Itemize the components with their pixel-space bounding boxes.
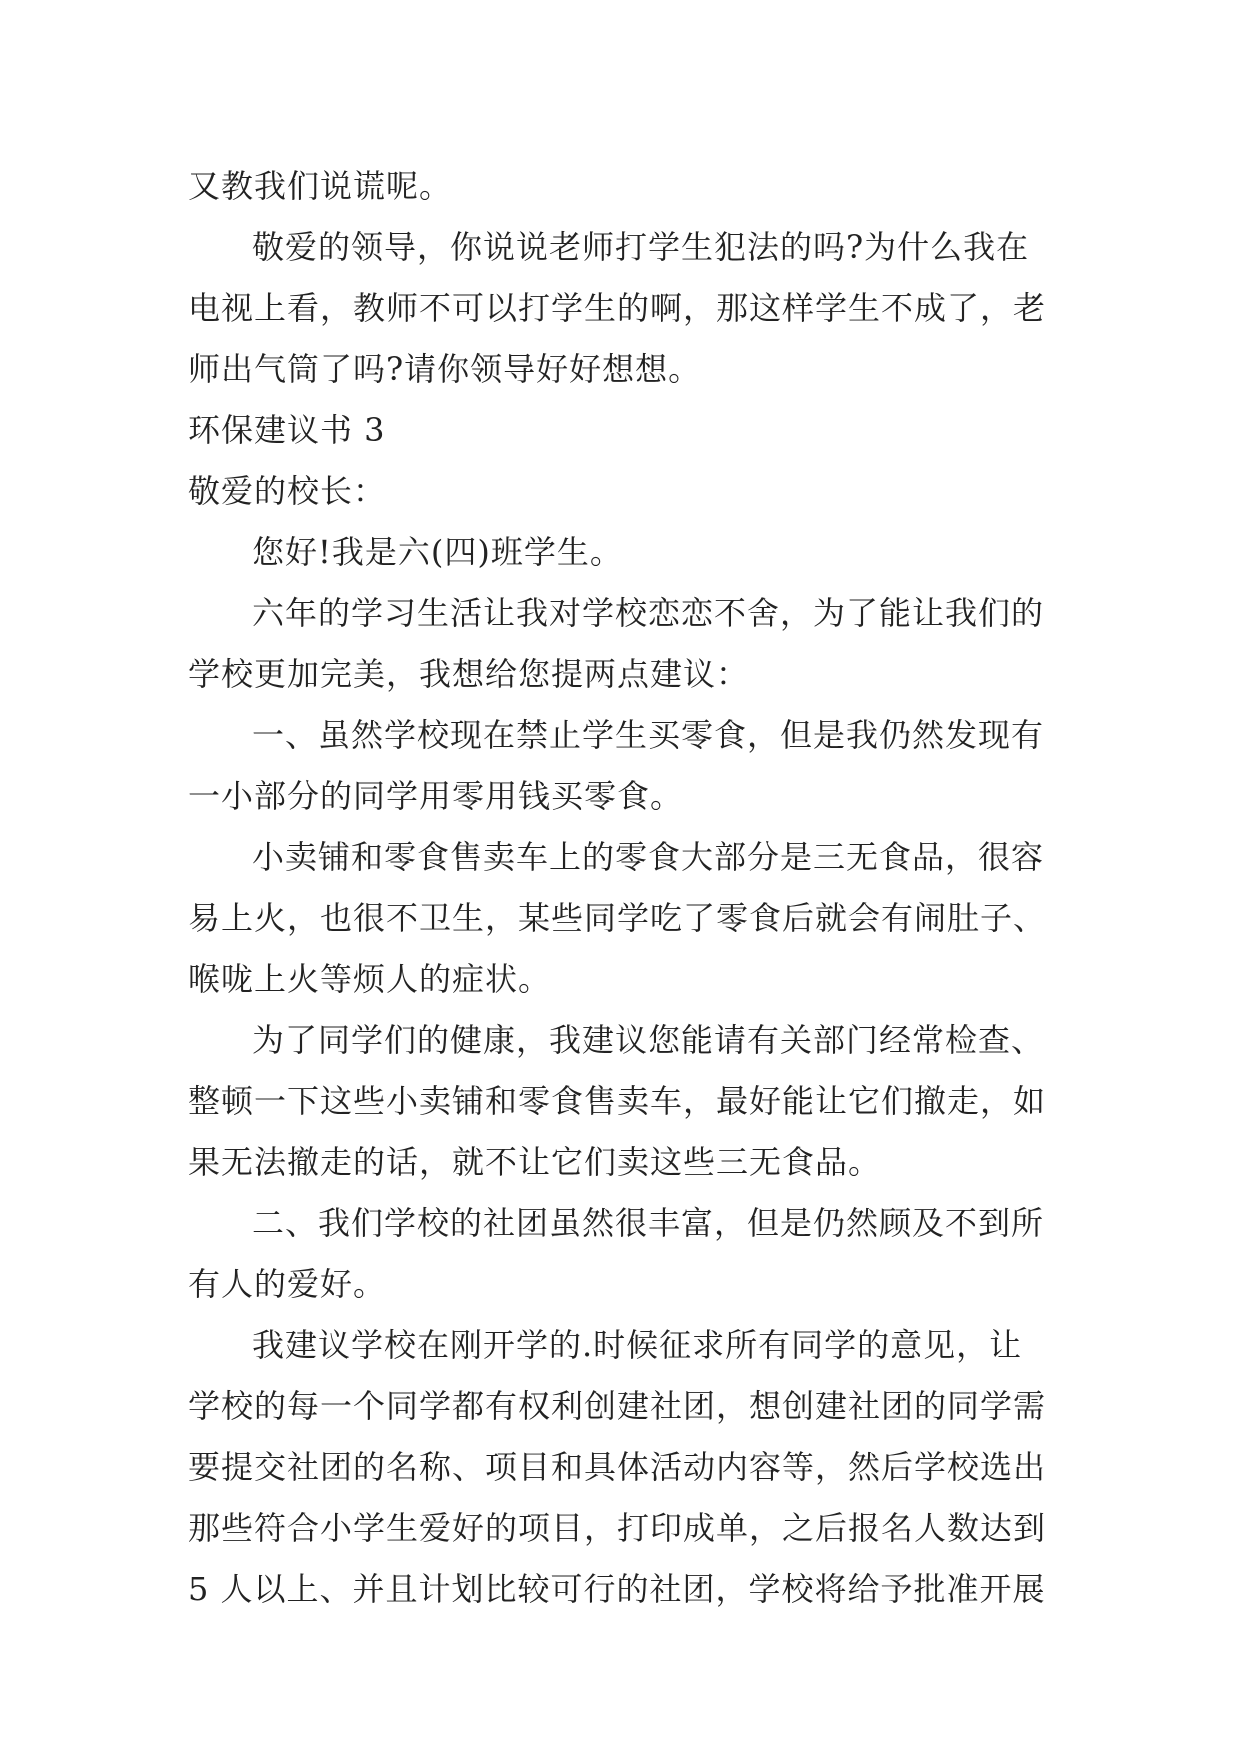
section-heading: 环保建议书 3 bbox=[188, 411, 386, 449]
text-line: 果无法撤走的话，就不让它们卖这些三无食品。 bbox=[188, 1143, 882, 1181]
text-line: 又教我们说谎呢。 bbox=[188, 167, 453, 205]
text-line: 学校更加完美，我想给您提两点建议： bbox=[188, 655, 750, 693]
text-line: 一小部分的同学用零用钱买零食。 bbox=[188, 777, 684, 815]
text-line: 一、虽然学校现在禁止学生买零食，但是我仍然发现有 bbox=[252, 716, 1045, 754]
text-line: 二、我们学校的社团虽然很丰富，但是仍然顾及不到所 bbox=[252, 1204, 1045, 1242]
text-line: 师出气筒了吗?请你领导好好想想。 bbox=[188, 350, 702, 388]
text-line: 我建议学校在刚开学的.时候征求所有同学的意见，让 bbox=[252, 1326, 1023, 1364]
text-line: 为了同学们的健康，我建议您能请有关部门经常检查、 bbox=[252, 1021, 1045, 1059]
text-line: 六年的学习生活让我对学校恋恋不舍，为了能让我们的 bbox=[252, 594, 1045, 632]
salutation: 敬爱的校长： bbox=[188, 472, 387, 510]
text-line: 整顿一下这些小卖铺和零食售卖车，最好能让它们撤走，如 bbox=[188, 1082, 1047, 1120]
text-line: 那些符合小学生爱好的项目，打印成单，之后报名人数达到 bbox=[188, 1509, 1047, 1547]
document-body bbox=[188, 156, 1058, 1620]
text-line: 敬爱的领导，你说说老师打学生犯法的吗?为什么我在 bbox=[252, 228, 1030, 266]
text-line: 您好!我是六(四)班学生。 bbox=[252, 533, 623, 571]
text-line: 学校的每一个同学都有权利创建社团，想创建社团的同学需 bbox=[188, 1387, 1047, 1425]
text-line: 喉咙上火等烦人的症状。 bbox=[188, 960, 552, 998]
text-line: 要提交社团的名称、项目和具体活动内容等，然后学校选出 bbox=[188, 1448, 1047, 1486]
text-line: 电视上看，教师不可以打学生的啊，那这样学生不成了，老 bbox=[188, 289, 1047, 327]
text-line: 易上火，也很不卫生，某些同学吃了零食后就会有闹肚子、 bbox=[188, 899, 1047, 937]
text-line: 有人的爱好。 bbox=[188, 1265, 387, 1303]
text-line: 小卖铺和零食售卖车上的零食大部分是三无食品，很容 bbox=[252, 838, 1045, 876]
text-line: 5 人以上、并且计划比较可行的社团，学校将给予批准开展 bbox=[188, 1570, 1046, 1608]
